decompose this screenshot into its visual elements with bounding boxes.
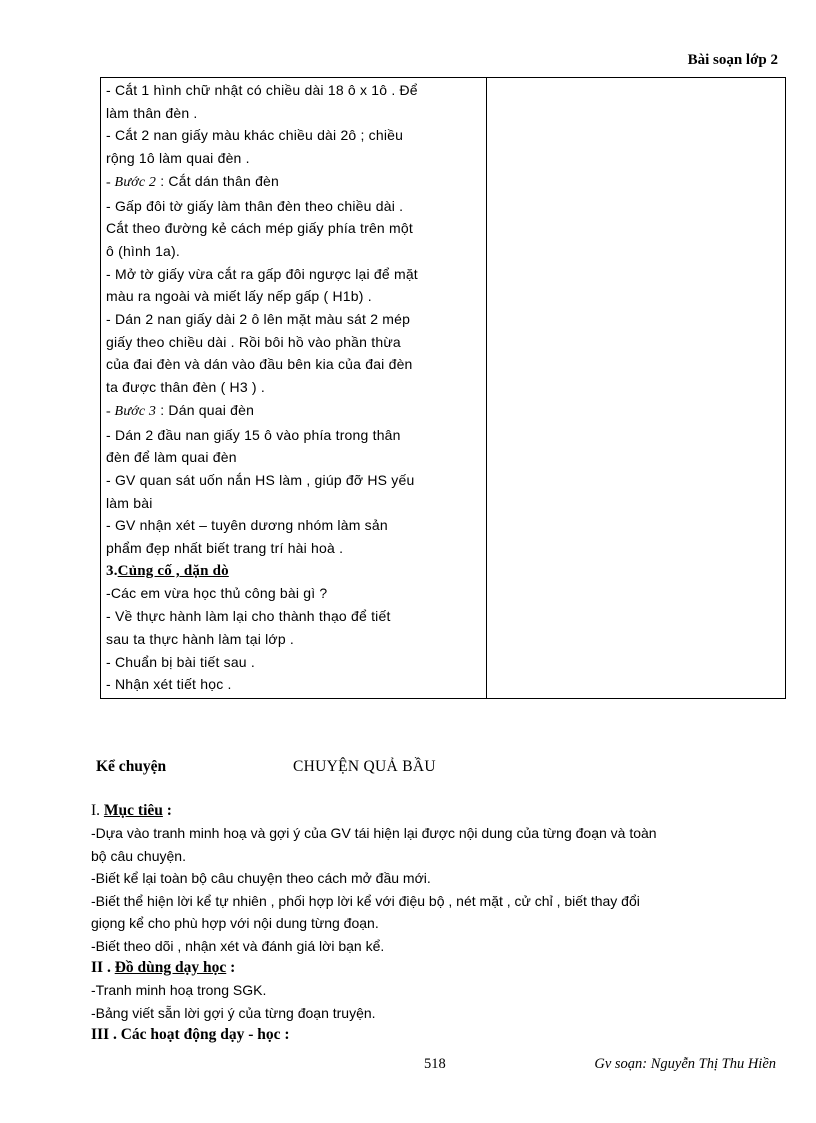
section-3-title: Các hoạt động dạy - học : xyxy=(120,1026,290,1043)
section-1-title: Mục tiêu xyxy=(103,802,163,819)
table-line: - Về thực hành làm lại cho thành thạo để tiết xyxy=(106,608,391,625)
table-line: - GV nhận xét – tuyên dương nhóm làm sản xyxy=(106,517,388,534)
page-number: 518 xyxy=(424,1056,446,1072)
section-1-heading xyxy=(91,800,781,822)
table-line: - Nhận xét tiết học . xyxy=(106,676,232,693)
table-line: rộng 1ô làm quai đèn . xyxy=(106,150,250,167)
objective-line: -Dựa vào tranh minh hoạ và gợi ý của GV tái hiện lại được nội dung của từng đoạn và toàn xyxy=(91,825,657,841)
section-3-title: Củng cố , dặn dò xyxy=(117,562,229,579)
table-line: - Chuẩn bị bài tiết sau . xyxy=(106,653,255,670)
table-line: Cắt theo đường kẻ cách mép giấy phía trên một xyxy=(106,220,413,237)
table-line: làm thân đèn . xyxy=(106,104,198,121)
activity-column xyxy=(101,78,487,699)
section-3-number: 3. xyxy=(106,562,118,579)
materials-line: -Tranh minh hoạ trong SGK. xyxy=(91,982,267,998)
subject-title: Kể chuyện xyxy=(96,758,167,775)
section-2-number: II . xyxy=(91,959,111,976)
table-line: - Dán 2 đầu nan giấy 15 ô vào phía trong thân xyxy=(106,426,401,443)
story-title: CHUYỆN QUẢ BẦU xyxy=(293,758,436,775)
table-line: - Mở tờ giấy vừa cắt ra gấp đôi ngược lại để mặt xyxy=(106,265,418,282)
lesson-table xyxy=(100,77,786,699)
section-3-heading xyxy=(106,560,480,583)
objective-line: -Biết theo dõi , nhận xét và đánh giá lời bạn kể. xyxy=(91,937,385,954)
lesson-body xyxy=(91,800,781,1046)
empty-column xyxy=(487,78,786,699)
table-line: màu ra ngoài và miết lấy nếp gấp ( H1b) . xyxy=(106,288,372,305)
section-2-heading xyxy=(91,957,781,979)
step-3-label: - Bước 3 xyxy=(106,403,157,419)
section-3-number: III . xyxy=(91,1026,117,1043)
section-1-colon: : xyxy=(162,802,172,819)
table-line: - GV quan sát uốn nắn HS làm , giúp đỡ HS yếu xyxy=(106,471,415,488)
step-3-text: : Dán quai đèn xyxy=(156,401,255,418)
section-2-title: Đồ dùng dạy học xyxy=(114,959,227,976)
table-line: đèn để làm quai đèn xyxy=(106,449,237,466)
table-line: của đai đèn và dán vào đầu bên kia của đai đèn xyxy=(106,356,413,373)
objective-line: bộ câu chuyện. xyxy=(91,847,186,864)
table-line: - Dán 2 nan giấy dài 2 ô lên mặt màu sát 2 mép xyxy=(106,311,411,328)
objective-line: -Biết kể lại toàn bộ câu chuyện theo cách mở đầu mới. xyxy=(91,870,431,886)
table-line: - Gấp đôi tờ giấy làm thân đèn theo chiều dài . xyxy=(106,197,404,214)
step-2-text: : Cắt dán thân đèn xyxy=(156,172,280,189)
table-line: làm bài xyxy=(106,494,153,511)
table-line: - Cắt 2 nan giấy màu khác chiều dài 2ô ; chiều xyxy=(106,127,404,144)
step-2-line xyxy=(106,170,480,195)
objective-line: -Biết thể hiện lời kể tự nhiên , phối hợp lời kể với điệu bộ , nét mặt , cử chỉ , biết thay đổi xyxy=(91,892,640,909)
table-line: phẩm đẹp nhất biết trang trí hài hoà . xyxy=(106,540,344,557)
table-line: - Cắt 1 hình chữ nhật có chiều dài 18 ô x 1ô . Để xyxy=(106,82,418,98)
author-credit: Gv soạn: Nguyễn Thị Thu Hiền xyxy=(594,1056,776,1072)
materials-line: -Bảng viết sẵn lời gợi ý của từng đoạn truyện. xyxy=(91,1004,376,1021)
step-3-line xyxy=(106,399,480,424)
page-header: Bài soạn lớp 2 xyxy=(687,52,778,68)
section-2-colon: : xyxy=(226,959,236,976)
table-line: ta được thân đèn ( H3 ) . xyxy=(106,379,265,396)
objective-line: giọng kể cho phù hợp với nội dung từng đoạn. xyxy=(91,915,379,931)
table-line: -Các em vừa học thủ công bài gì ? xyxy=(106,585,328,602)
table-line: ô (hình 1a). xyxy=(106,242,180,259)
section-1-number: I. xyxy=(91,802,101,819)
section-3-heading xyxy=(91,1024,781,1046)
table-line: giấy theo chiều dài . Rồi bôi hồ vào phần thừa xyxy=(106,333,401,350)
step-2-label: - Bước 2 xyxy=(106,174,157,190)
table-line: sau ta thực hành làm tại lớp . xyxy=(106,630,294,647)
